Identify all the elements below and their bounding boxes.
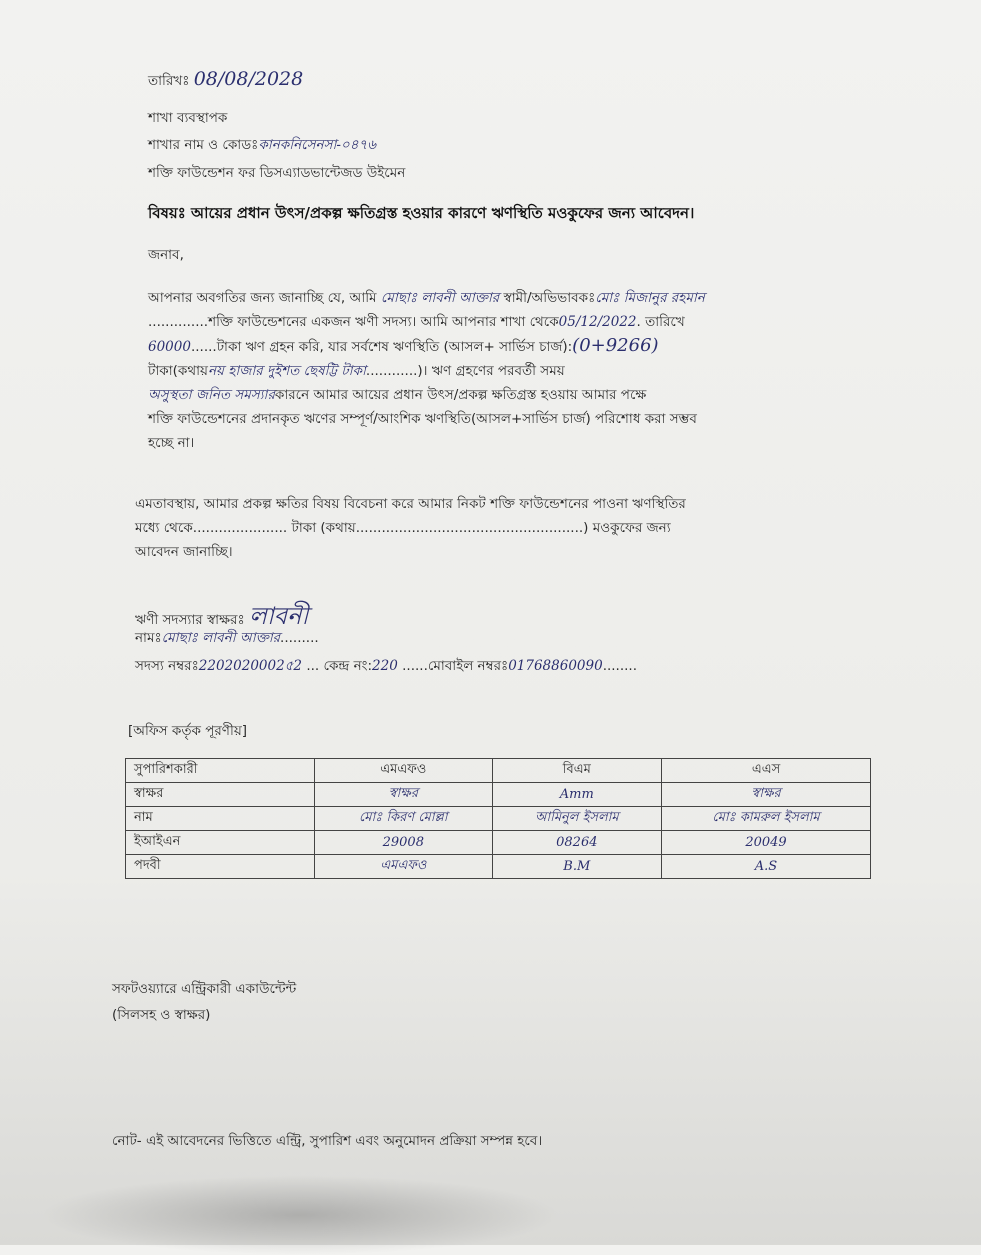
name-cell: আমিনুল ইসলাম	[492, 807, 661, 831]
table-row	[126, 783, 871, 807]
paragraph-2	[135, 492, 686, 564]
applicant-name: মোছাঃ লাবনী আক্তার	[380, 290, 500, 306]
row-label: স্বাক্ষর	[126, 783, 315, 807]
salutation: জনাব,	[148, 247, 184, 263]
member-id-line	[135, 655, 637, 678]
office-table-header	[126, 759, 871, 783]
photo-shadow	[40, 1175, 560, 1255]
table-row	[126, 855, 871, 879]
row-label: নাম	[126, 807, 315, 831]
p2-row-2: মধ্যে থেকে...................... টাকা (কথায়.....................................................) মওকুফের জন্য	[135, 520, 671, 536]
date-line	[148, 68, 303, 93]
member-signature: লাবনী	[248, 602, 309, 630]
org-name: শক্তি ফাউন্ডেশন ফর ডিসএ্যাডভান্টেজড উইমেন	[148, 165, 406, 181]
branch-line	[148, 134, 376, 157]
footer-note: নোট- এই আবেদনের ভিত্তিতে এন্ট্রি, সুপারিশ এবং অনুমোদন প্রক্রিয়া সম্পন্ন হবে।	[112, 1133, 543, 1149]
member-signature-label: ঋণী সদস্যার স্বাক্ষরঃ	[135, 612, 245, 628]
member-no-label: সদস্য নম্বরঃ	[135, 658, 199, 674]
office-use-label: [অফিস কর্তৃক পূরণীয়]	[128, 723, 248, 739]
signature-cell: স্বাক্ষর	[662, 783, 871, 807]
subject-line: বিষয়ঃ আয়ের প্রধান উৎস/প্রকল্প ক্ষতিগ্রস্ত হওয়ার কারণে ঋণস্থিতি মওকুফের জন্য আবেদন।	[148, 204, 695, 222]
loan-date: 05/12/2022	[558, 314, 637, 330]
designation-cell: এমএফও	[315, 855, 493, 879]
member-name-label: নামঃ	[135, 630, 162, 646]
branch-label: শাখার নাম ও কোডঃ	[148, 137, 259, 153]
mobile-trail: ........	[602, 658, 638, 674]
signature-cell: স্বাক্ষর	[315, 783, 493, 807]
member-name-line	[135, 627, 319, 650]
header-cell: বিএম	[492, 759, 661, 783]
damage-cause: অসুস্থতা জনিত সমস্যার	[148, 387, 275, 403]
guardian-name: মোঃ মিজানুর রহমান	[595, 290, 705, 306]
paragraph-1	[148, 286, 705, 455]
ein-cell: 29008	[315, 831, 493, 855]
p1-text-4: . তারিখে	[636, 314, 685, 330]
table-row	[126, 831, 871, 855]
p1-text-8: কারনে আমার আয়ের প্রধান উৎস/প্রকল্প ক্ষতিগ্রস্ত হওয়ায় আমার পক্ষে	[274, 387, 647, 403]
recipient-title: শাখা ব্যবস্থাপক	[148, 110, 228, 126]
p1-text-5: ......টাকা ঋণ গ্রহন করি, যার সর্বশেষ ঋণস্থিতি (আসল+ সার্ভিস চার্জ):	[190, 339, 573, 355]
p1-text-9: শক্তি ফাউন্ডেশনের প্রদানকৃত ঋণের সম্পূর্ণ/আংশিক ঋণস্থিতি(আসল+সার্ভিস চার্জ) পরিশোধ করা সম্ভব	[148, 411, 697, 427]
p1-text-10: হচ্ছে না।	[148, 435, 195, 451]
row-label: পদবী	[126, 855, 315, 879]
member-name: মোছাঃ লাবনী আক্তার	[161, 630, 281, 646]
office-table	[125, 758, 871, 879]
p2-row-1: এমতাবস্থায়, আমার প্রকল্প ক্ষতির বিষয় বিবেচনা করে আমার নিকট শক্তি ফাউন্ডেশনের পাওনা ঋণস্থিতির	[135, 496, 686, 512]
p1-text-7: ............)। ঋণ গ্রহণের পরবর্তী সময়	[365, 363, 565, 379]
header-cell: এমএফও	[315, 759, 493, 783]
row-label: ইআইএন	[126, 831, 315, 855]
table-row	[126, 807, 871, 831]
mobile-label: ......মোবাইল নম্বরঃ	[402, 658, 509, 674]
header-cell: সুপারিশকারী	[126, 759, 315, 783]
p1-text-6: টাকা(কথায়	[148, 363, 208, 379]
signature-cell: Amm	[492, 783, 661, 807]
ein-cell: 08264	[492, 831, 661, 855]
name-cell: মোঃ কিরণ মোল্লা	[315, 807, 493, 831]
accountant-seal-note: (সিলসহ ও স্বাক্ষর)	[112, 1007, 211, 1023]
ein-cell: 20049	[662, 831, 871, 855]
date-label: তারিখঃ	[148, 73, 190, 89]
loan-amount: 60000	[148, 339, 191, 355]
date-value: 08/08/2028	[193, 68, 304, 90]
mobile-no: 01768860090	[508, 658, 603, 674]
member-no: 2202020002৫2	[198, 658, 303, 674]
p1-text-1: আপনার অবগতির জন্য জানাচ্ছি যে, আমি	[148, 290, 377, 306]
header-cell: এএস	[662, 759, 871, 783]
accountant-title: সফটওয়্যারে এন্ট্রিকারী একাউন্টেন্ট	[112, 981, 297, 997]
p2-row-3: আবেদন জানাচ্ছি।	[135, 544, 233, 560]
branch-value: কানকনিসেনসা-০৪৭৬	[258, 137, 377, 153]
name-cell: মোঃ কামরুল ইসলাম	[662, 807, 871, 831]
designation-cell: B.M	[492, 855, 661, 879]
designation-cell: A.S	[662, 855, 871, 879]
center-no: 220	[372, 658, 398, 674]
loan-balance: (0+9266)	[572, 335, 659, 356]
p1-text-3: ..............শক্তি ফাউন্ডেশনের একজন ঋণী সদস্য। আমি আপনার শাখা থেকে	[148, 314, 559, 330]
center-label: ... কেন্দ্র নং:	[306, 658, 373, 674]
member-name-trail: .........	[280, 630, 319, 646]
balance-in-words: নয় হাজার দুইশত ছেষট্টি টাকা	[207, 363, 366, 379]
p1-text-2: স্বামী/অভিভাবকঃ	[503, 290, 596, 306]
